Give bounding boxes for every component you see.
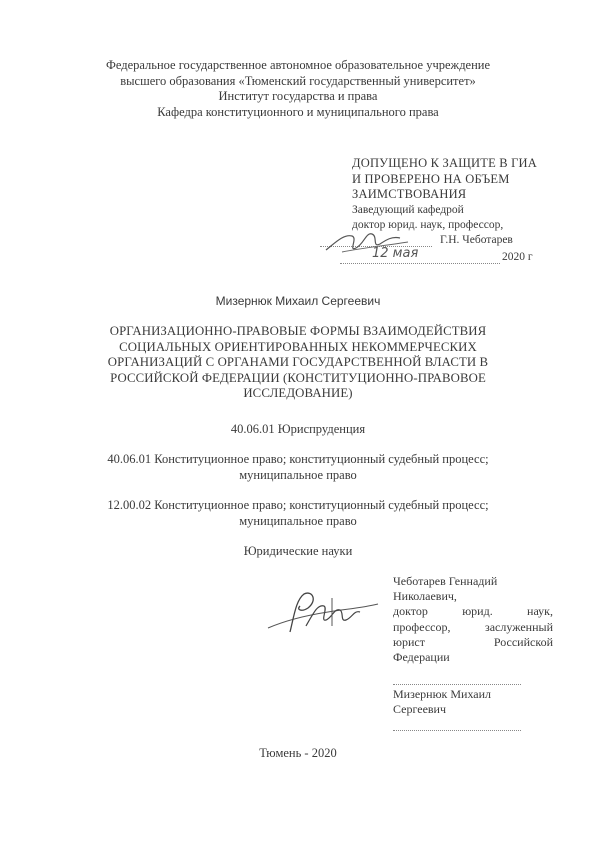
supervisor-name-line-1: Чеботарев Геннадий	[393, 574, 498, 588]
profile-1-line-1: 40.06.01 Конституционное право; конституционный судебный процесс;	[107, 452, 489, 466]
head-signature-icon	[322, 222, 412, 258]
student-name-line-1: Мизернюк Михаил	[393, 687, 492, 701]
author-name: Мизернюк Михаил Сергеевич	[215, 294, 381, 308]
student-info	[393, 687, 553, 717]
supervisor-underline	[393, 684, 521, 685]
approval-stamp-line-2: И ПРОВЕРЕНО НА ОБЪЕМ	[352, 171, 510, 186]
title-line-4: РОССИЙСКОЙ ФЕДЕРАЦИИ (КОНСТИТУЦИОННО-ПРАВОВОЕ	[110, 370, 486, 385]
approval-degree: доктор юрид. наук, профессор,	[352, 218, 504, 231]
approval-stamp-line-1: ДОПУЩЕНО К ЗАЩИТЕ В ГИА	[352, 156, 537, 170]
approval-name: Г.Н. Чеботарев	[440, 234, 513, 246]
title-line-2: СОЦИАЛЬНЫХ ОРИЕНТИРОВАННЫХ НЕКОММЕРЧЕСКИХ	[119, 339, 477, 354]
profile-1-line-2: муниципальное право	[239, 467, 357, 482]
study-direction: 40.06.01 Юриспруденция	[230, 422, 366, 436]
student-signature-line	[393, 730, 521, 731]
header-line-3: Институт государства и права	[218, 89, 378, 103]
supervisor-title-line-2: профессор, заслуженный	[393, 619, 553, 634]
supervisor-title-line-1: доктор юрид. наук,	[393, 604, 553, 619]
approval-handwritten-date: 12 мая	[372, 246, 419, 261]
profile-2-line-1: 12.00.02 Конституционное право; конституционный судебный процесс;	[107, 498, 489, 512]
science-field: Юридические науки	[243, 544, 353, 558]
supervisor-signature-icon	[262, 586, 382, 638]
supervisor-title-last: Федерации	[393, 650, 450, 665]
profile-2-line-2: муниципальное право	[239, 513, 357, 528]
supervisor-title-line-3: юрист Российской	[393, 634, 553, 649]
title-line-1: ОРГАНИЗАЦИОННО-ПРАВОВЫЕ ФОРМЫ ВЗАИМОДЕЙСТВИЯ	[109, 324, 487, 338]
header-line-2: высшего образования «Тюменский государственный университет»	[120, 73, 476, 88]
institution-header	[60, 58, 536, 120]
supervisor-name-line-2: Николаевич,	[393, 589, 457, 604]
thesis-title	[88, 324, 508, 402]
title-line-3: ОРГАНИЗАЦИЙ С ОРГАНАМИ ГОСУДАРСТВЕННОЙ ВЛАСТИ В	[107, 355, 489, 369]
supervisor-info	[393, 574, 553, 665]
header-line-1: Федеральное государственное автономное образовательное учреждение	[105, 58, 491, 72]
profile-1	[60, 452, 536, 483]
profile-2	[60, 498, 536, 529]
approval-date-line	[340, 263, 500, 264]
header-line-4: Кафедра конституционного и муниципального права	[157, 104, 439, 119]
approval-role: Заведующий кафедрой	[352, 203, 464, 216]
title-line-5: ИССЛЕДОВАНИЕ)	[243, 386, 353, 400]
city-year: Тюмень - 2020	[259, 746, 337, 760]
student-name-line-2: Сергеевич	[393, 702, 447, 717]
approval-year: 2020 г	[502, 251, 533, 263]
approval-stamp-line-3: ЗАИМСТВОВАНИЯ	[352, 187, 467, 201]
